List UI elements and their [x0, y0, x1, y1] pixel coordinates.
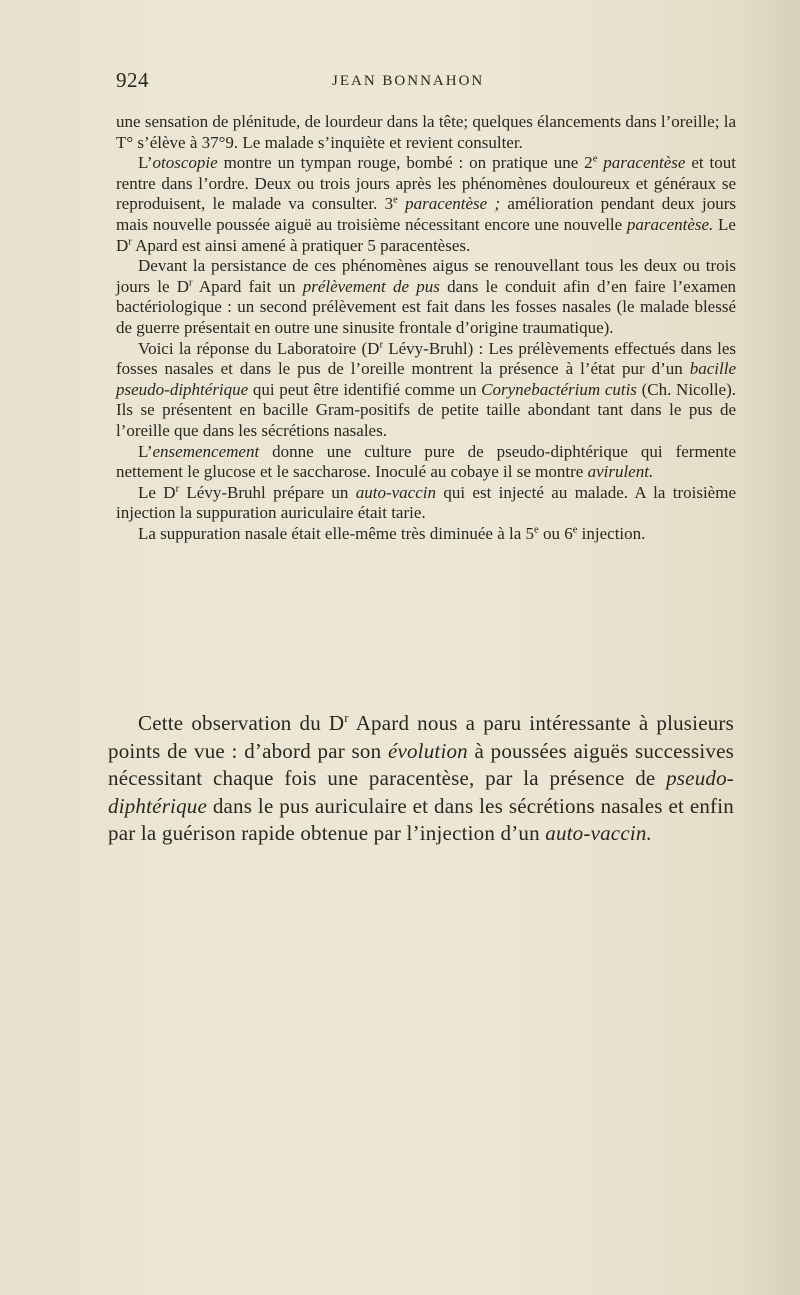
paragraph-4: Voici la réponse du Laboratoire ($D^r$ Lévy-Bruhl) : Les prélèvements effectués dans les fosses nasales et dans le pus de l’oreille montrent la présence à l’état pur d’un bacille pseudo-diphtérique qui peut être identifié comme un Corynebactérium cutis (Ch. Nicolle). Ils se présentent en bacille Gram-positifs de petite taille abondant tant dans le pus de l’oreille que dans les sécrétions nasales.	[116, 338, 737, 440]
conclusion-text	[108, 710, 734, 848]
paragraph-3: Devant la persistance de ces phénomènes aigus se renouvellant tous les deux ou trois jours le $D^r$ Apard fait un prélèvement de pus dans le conduit afin d’en faire l’examen bactériologique : un second prélèvement est fait dans les fosses nasales (le malade blessé de guerre présentait en outre une sinusite frontale d’origine traumatique).	[116, 256, 737, 337]
paragraph-2: L’otoscopie montre un tympan rouge, bombé : on pratique une 2e paracentèse et tout rentre dans l’ordre. Deux ou trois jours après les phénomènes douloureux et généraux se reproduisent, le malade va consulter. 3e paracentèse ; amélioration pendant deux jours mais nouvelle poussée aiguë au troisième nécessitant encore une nouvelle paracentèse. Le $D^r$ Apard est ainsi amené à pratiquer 5 paracentèses.	[116, 153, 737, 255]
paragraph-7: La suppuration nasale était elle-même très diminuée à la 5e ou 6e injection.	[138, 523, 646, 543]
page-number: 924	[116, 68, 149, 92]
paragraph-5: L’ensemencement donne une culture pure de pseudo-diphtérique qui fermente nettement le glucose et le saccharose. Inoculé au cobaye il se montre avirulent.	[116, 441, 736, 482]
paragraph-6: Le $D^r$ Lévy-Bruhl prépare un auto-vaccin qui est injecté au malade. A la troisième injection la suppuration auriculaire était tarie.	[116, 482, 736, 523]
case-report-text	[116, 112, 736, 544]
conclusion-paragraph: Cette observation du $D^r$ Apard nous a paru intéressante à plusieurs points de vue : d’abord par son évolution à poussées aiguës successives nécessitant chaque fois une paracentèse, par la présence de pseudo-diphtérique dans le pus auriculaire et dans les sécrétions nasales et enfin par la guérison rapide obtenue par l’injection d’un auto-vaccin.	[108, 710, 734, 845]
page-header	[116, 68, 736, 98]
paragraph-1: une sensation de plénitude, de lourdeur dans la tête; quelques élancements dans l’oreille; la T° s’élève à 37°9. Le malade s’inquiète et revient consulter.	[116, 112, 736, 152]
running-head: JEAN BONNAHON	[332, 73, 485, 89]
